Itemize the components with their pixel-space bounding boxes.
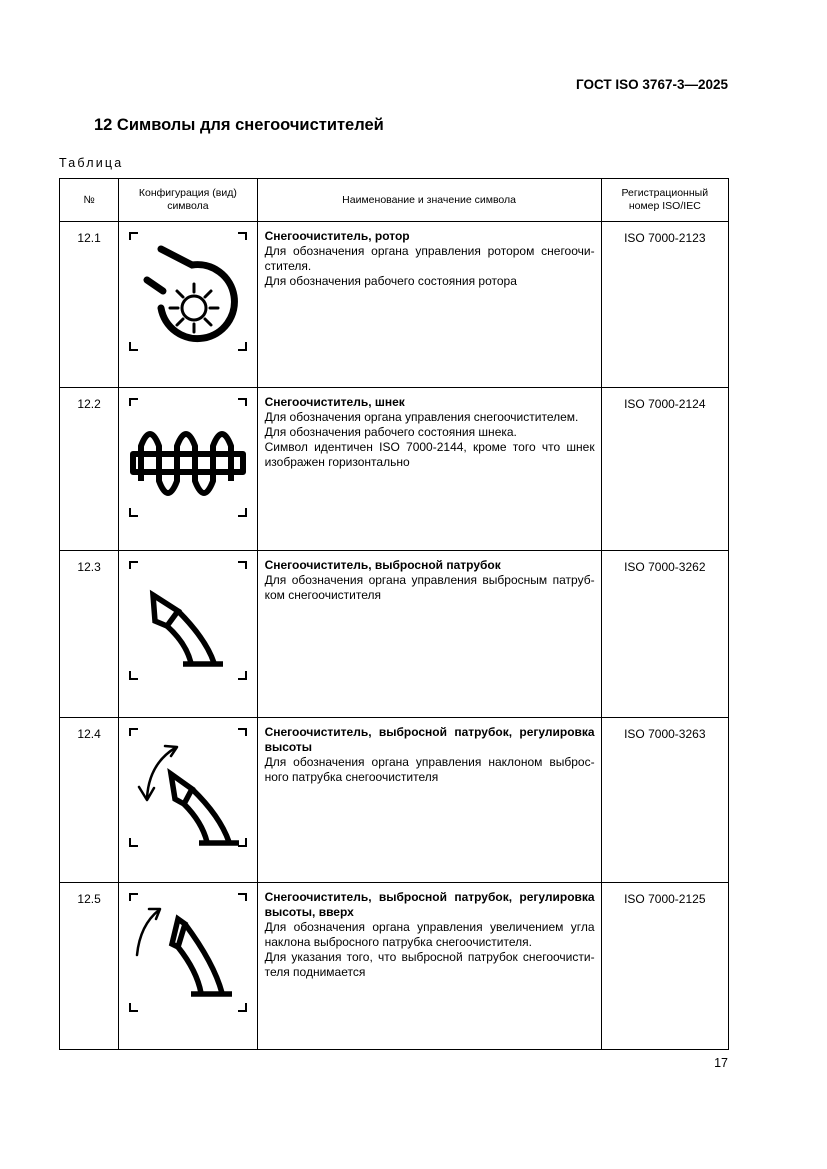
- discharge-chute-icon: [119, 551, 257, 707]
- symbol-title: Снегоочиститель, шнек: [264, 395, 405, 409]
- table-row: [60, 222, 729, 388]
- table-row: [60, 718, 729, 883]
- description-line: Для обозначения органа управления выбросным патруб-ком снегоочистителя: [264, 573, 595, 602]
- symbol-title: Снегоочиститель, ротор: [264, 229, 410, 243]
- symbol-description: [257, 222, 601, 388]
- page-number: 17: [714, 1056, 728, 1070]
- symbol-cell: [119, 388, 257, 551]
- table-row: [60, 551, 729, 718]
- symbol-title: Снегоочиститель, выбросной патрубок, регулировка высоты: [264, 725, 595, 754]
- registration-number: ISO 7000-2124: [601, 388, 728, 551]
- description-line: Для обозначения органа управления снегоочистителем.: [264, 410, 579, 424]
- row-number: 12.4: [60, 718, 119, 883]
- snowblower-auger-icon: [119, 388, 257, 540]
- symbol-title: Снегоочиститель, выбросной патрубок, регулировка высоты, вверх: [264, 890, 595, 919]
- column-header-registration: Регистрационный номер ISO/IEC: [601, 179, 728, 222]
- symbol-description: [257, 883, 601, 1050]
- description-line: Символ идентичен ISO 7000-2144, кроме того что шнек изображен горизонтально: [264, 440, 595, 469]
- chute-height-up-icon: [119, 883, 257, 1039]
- registration-number: ISO 7000-3262: [601, 551, 728, 718]
- symbol-title: Снегоочиститель, выбросной патрубок: [264, 558, 501, 572]
- row-number: 12.2: [60, 388, 119, 551]
- description-line: Для обозначения рабочего состояния шнека.: [264, 425, 517, 439]
- row-number: 12.3: [60, 551, 119, 718]
- column-header-configuration: Конфигурация (вид) символа: [119, 179, 257, 222]
- description-line: Для обозначения органа управления увеличением угла наклона выбросного патрубка снегоочистителя.: [264, 920, 595, 949]
- symbol-cell: [119, 222, 257, 388]
- description-line: Для обозначения органа управления ротором снегоочи-стителя.: [264, 244, 595, 273]
- chute-height-adjust-icon: [119, 718, 257, 872]
- symbol-cell: [119, 883, 257, 1050]
- row-number: 12.5: [60, 883, 119, 1050]
- registration-number: ISO 7000-2123: [601, 222, 728, 388]
- section-title: 12 Символы для снегоочистителей: [94, 116, 384, 134]
- symbols-table: [59, 178, 729, 1050]
- column-header-name-meaning: Наименование и значение символа: [257, 179, 601, 222]
- table-row: [60, 883, 729, 1050]
- table-header-row: [60, 179, 729, 222]
- table-row: [60, 388, 729, 551]
- description-line: Для обозначения рабочего состояния ротора: [264, 274, 517, 288]
- registration-number: ISO 7000-3263: [601, 718, 728, 883]
- registration-number: ISO 7000-2125: [601, 883, 728, 1050]
- symbol-description: [257, 388, 601, 551]
- document-code: ГОСТ ISO 3767-3—2025: [576, 77, 728, 92]
- description-line: Для обозначения органа управления наклоном выброс-ного патрубка снегоочистителя: [264, 755, 595, 784]
- symbol-cell: [119, 551, 257, 718]
- symbol-description: [257, 551, 601, 718]
- row-number: 12.1: [60, 222, 119, 388]
- column-header-number: №: [60, 179, 119, 222]
- table-caption: Таблица: [59, 156, 124, 170]
- description-line: Для указания того, что выбросной патрубок снегоочисти-теля поднимается: [264, 950, 595, 979]
- symbol-description: [257, 718, 601, 883]
- snowblower-rotor-icon: [119, 222, 257, 377]
- symbol-cell: [119, 718, 257, 883]
